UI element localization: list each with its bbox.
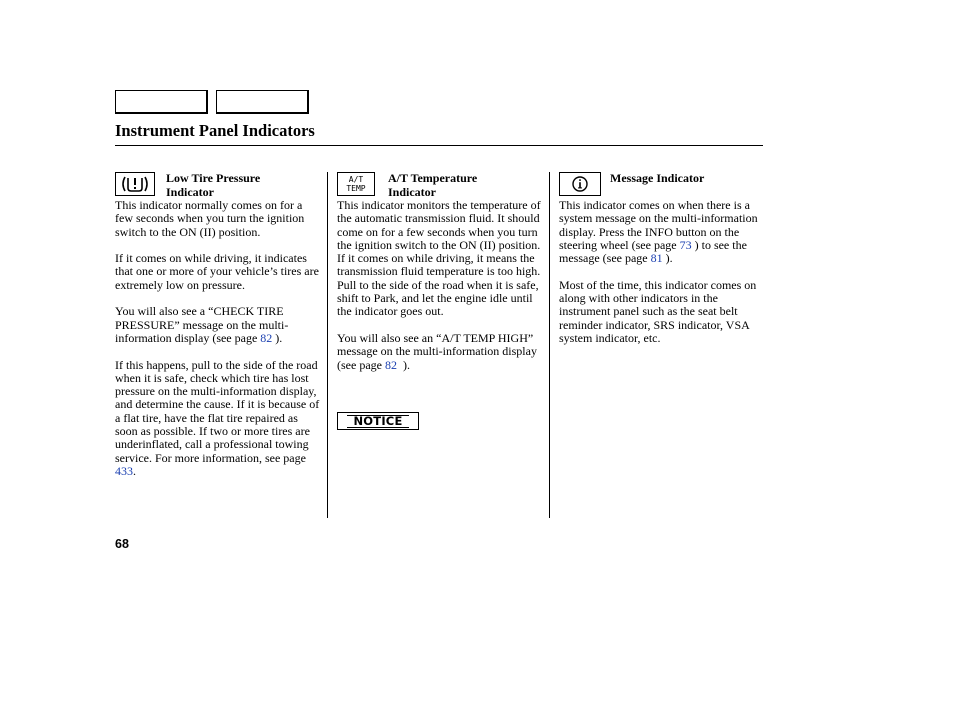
page-link-73[interactable]: 73 (679, 237, 692, 252)
paragraph-text: ). (402, 357, 410, 372)
page-link-82[interactable]: 82 (384, 357, 397, 372)
paragraph: Most of the time, this indicator comes on along with other indicators in the instrument panel such as the seat belt reminder indicator, SRS indicator, VSA system indicator, etc. (559, 277, 757, 345)
message-indicator-heading (610, 172, 760, 186)
page-link-82[interactable]: 82 (260, 330, 273, 345)
notice-text: NOTICE (347, 415, 408, 428)
tire-pressure-warning-icon (115, 172, 155, 196)
info-message-icon (559, 172, 601, 196)
page-title: Instrument Panel Indicators (115, 121, 315, 140)
at-temp-icon (337, 172, 375, 196)
paragraph-text: If this happens, pull to the side of the road when it is safe, check which tire has lost pressure on the multi-information display, and determine the cause. If it is because of a flat tire, have the flat tire repaired as soon as possible. If two or more tires are underinflated, call a professional towing service. For more information, see page (115, 357, 320, 465)
at-temperature-heading (388, 172, 538, 199)
heading-line: Low Tire Pressure (166, 171, 261, 185)
nav-button-main-menu[interactable] (115, 90, 208, 114)
paragraph (337, 332, 541, 372)
paragraph: This indicator monitors the temperature of the automatic transmission fluid. It should come on for a few seconds when you turn the ignition switch to the ON (II) position. If it comes on while driving, it means the transmission fluid temperature is too high. Pull to the side of the road when it is safe, shift to Park, and let the engine idle until the indicator goes out. (337, 198, 541, 319)
page-number: 68 (115, 537, 129, 551)
column-divider (549, 172, 550, 518)
page-link-433[interactable]: 433 (115, 463, 133, 478)
paragraph (115, 359, 323, 479)
heading-line: Message Indicator (610, 171, 705, 185)
icon-text: A/T (348, 175, 364, 184)
notice-label (337, 412, 419, 430)
column-divider (327, 172, 328, 518)
paragraph-text: You will also see a “CHECK TIRE PRESSURE” message on the multi-information display (see page (115, 304, 289, 345)
at-temperature-body (337, 199, 541, 385)
paragraph-text: This indicator comes on when there is a system message on the multi-information display. Press the INFO button on the steering wheel (see page (559, 198, 758, 252)
paragraph-text: ). (275, 330, 283, 345)
message-indicator-body (559, 199, 763, 359)
paragraph-text: . (133, 463, 136, 478)
paragraph (559, 199, 763, 265)
page-link-81[interactable]: 81 (650, 251, 663, 266)
paragraph-text: You will also see an “A/T TEMP HIGH” message on the multi-information display (see page (337, 330, 537, 372)
paragraph (115, 305, 323, 345)
low-tire-pressure-heading (166, 172, 316, 199)
paragraph-text: ) to see the message (see page (559, 237, 747, 266)
heading-line: A/T Temperature (388, 171, 478, 185)
low-tire-pressure-body (115, 199, 323, 492)
nav-button-index[interactable] (216, 90, 309, 114)
paragraph-text: ). (665, 251, 673, 266)
title-divider (115, 145, 763, 146)
heading-line: Indicator (166, 184, 214, 199)
paragraph: If it comes on while driving, it indicates that one or more of your vehicle’s tires are extremely low on pressure. (115, 251, 319, 292)
heading-line: Indicator (388, 184, 436, 199)
paragraph: This indicator normally comes on for a few seconds when you turn the ignition switch to the ON (II) position. (115, 198, 305, 239)
icon-text: TEMP (346, 184, 366, 193)
